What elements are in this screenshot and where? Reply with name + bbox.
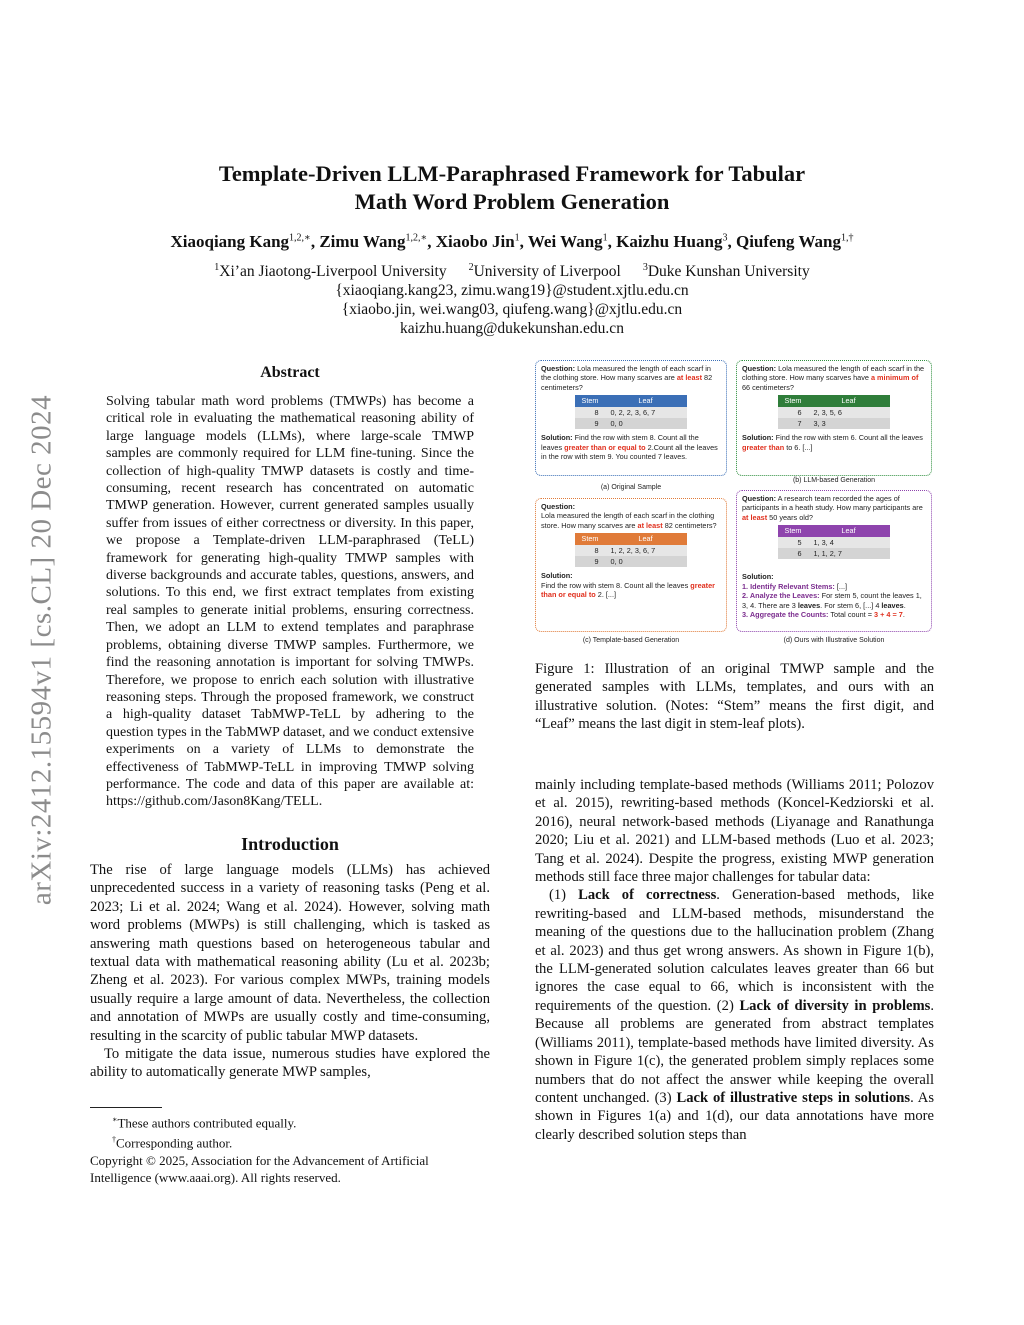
table-row: 6 2, 3, 5, 6 (778, 407, 889, 418)
panel-original-sample (535, 360, 727, 476)
stem-leaf-table (575, 395, 686, 429)
author: Kaizhu Huang$^3$, (616, 232, 736, 251)
body-paragraph: mainly including template-based methods (Williams 2011; Polozov et al. 2015), rewriting-based methods (Koncel-Kedziorski et al. 2016), neural network-based methods (Liyanage and Ranathunga 2020; Liu et al. 2021) and LLM-based methods (Luo et al. 2023; Tang et al. 2024). Despite the progress, existing MWP generation methods still face three major challenges for tabular data: (535, 777, 934, 886)
panel-solution: Solution: Find the row with stem 8. Count all the leaves greater than or equal to 2.Count all the leaves in the row with stem 9. You counted 7 leaves. (541, 433, 718, 462)
abstract-text: Solving tabular math word problems (TMWPs) has become a critical role in evaluating the mathematical reasoning ability of large language models (LLMs), where large-scale TMWP samples are commonly required for LLM fine-tuning. Since the collection of high-quality TMWP datasets is costly and time-consuming, recent research has concentrated on automatic TMWP generation. However, current generated samples usually suffer from issues of either correctness or diversity. In this paper, we propose a Template-driven LLM-paraphrased (TeLL) framework for generating high-quality TMWP samples with diverse backgrounds and accurate tables, questions, answers, and solutions. To this end, we first extract templates from existing real samples to generate initial problems, ensuring correctness. Then, we adopt an LLM to extend templates and paraphrase problems, obtaining diverse TMWP samples. Furthermore, we find the reasoning annotation is important for solving TMWPs. Therefore, we propose to enrich each solution with illustrative reasoning steps. Through the proposed framework, we construct a high-quality dataset TabMWP-TeLL by adhering to the question types in the TabMWP dataset, and we conduct extensive experiments on a variety of LLMs to demonstrate the effectiveness of TabMWP-TeLL in improving TMWP solving performance. The code and data of this paper are available at: https://github.com/Jason8Kang/TELL. (106, 394, 474, 810)
panel-question: Question: Lola measured the length of each scarf in the clothing store. How many scarves are at least 82 centimeters? (541, 502, 717, 530)
right-column-text (535, 776, 934, 1144)
table-row: 7 3, 3 (778, 418, 889, 429)
subcaption-b: (b) LLM-based Generation (792, 477, 876, 484)
abstract-heading: Abstract (260, 364, 320, 381)
copyright-notice: Copyright © 2025, Association for the Advancement of Artificial Intelligence (www.aaai.org). All rights reserved. (90, 1152, 429, 1185)
table-row: 9 0, 0 (575, 556, 686, 567)
email-line: {xiaoqiang.kang23, zimu.wang19}@student.xjtlu.edu.cn (335, 282, 689, 300)
affiliations (0, 258, 1024, 338)
panel-solution: Solution: 1. Identify Relevant Stems: [...] 2. Analyze the Leaves: For stem 5, count the leaves 1, 3, 4. There are 3 leaves. For stem 6, [...] 4 leaves. 3. Aggregate the Counts: Total count = 3 + 4 = 7. (742, 572, 922, 620)
arxiv-identifier: arXiv:2412.15594v1 [cs.CL] 20 Dec 2024 (25, 394, 58, 906)
subcaption-a: (a) Original Sample (600, 484, 662, 491)
panel-solution: Solution: Find the row with stem 8. Count all the leaves greater than or equal to 2. [...] (541, 571, 716, 600)
table-row: 8 0, 2, 2, 3, 6, 7 (575, 407, 686, 418)
introduction-heading: Introduction (241, 834, 339, 854)
stem-leaf-table (778, 525, 889, 559)
stem-header: Stem (575, 533, 604, 544)
stem-leaf-table (778, 395, 889, 429)
author-list (0, 232, 1024, 252)
author: Xiaobo Jin$^1$, (435, 232, 528, 251)
intro-paragraph: To mitigate the data issue, numerous studies have explored the ability to automatically generate MWP samples, (90, 1046, 490, 1081)
table-row: 8 1, 2, 2, 3, 6, 7 (575, 545, 686, 556)
affiliation-line: $^1$Xi’an Jiaotong-Liverpool University $^2$University of Liverpool $^3$Duke Kunshan University (214, 262, 810, 281)
stem-header: Stem (778, 395, 807, 406)
stem-header: Stem (575, 395, 604, 406)
figure-caption: Figure 1: Illustration of an original TMWP sample and the generated samples with LLMs, templates, and ours with an illustrative solution. (Notes: “Stem” means the first digit, and “Leaf” means the last digit in stem-leaf plots). (535, 661, 934, 733)
leaf-header: Leaf (808, 525, 890, 536)
author: Zimu Wang$^{1,2,∗}$, (319, 232, 436, 251)
table-row: 5 1, 3, 4 (778, 537, 889, 548)
subcaption-d: (d) Ours with Illustrative Solution (783, 637, 885, 644)
paper-title (0, 160, 1024, 216)
arxiv-sidebar-stamp (14, 350, 70, 950)
leaf-header: Leaf (605, 533, 687, 544)
title-line-1: Template-Driven LLM-Paraphrased Framework for Tabular (218, 161, 806, 186)
stem-header: Stem (778, 525, 807, 536)
panel-question: Question: A research team recorded the ages of participants in a heath study. How many participants are at least 50 years old? (742, 494, 923, 522)
leaf-header: Leaf (605, 395, 687, 406)
table-row: 9 0, 0 (575, 418, 686, 429)
footnotes (90, 1111, 490, 1186)
figure-1 (535, 358, 934, 650)
email-line: {xiaobo.jin, wei.wang03, qiufeng.wang}@xjtlu.edu.cn (341, 301, 683, 319)
leaf-header: Leaf (808, 395, 890, 406)
footnote: †Corresponding author. (112, 1135, 233, 1151)
panel-llm-generation (736, 360, 932, 476)
stem-leaf-table (575, 533, 686, 567)
panel-template-generation (535, 498, 727, 632)
author: Wei Wang$^1$, (527, 232, 617, 251)
body-paragraph: (1) Lack of correctness. Generation-based methods, like rewriting-based and LLM-based methods, misunderstand the meaning of the questions due to the hallucination problem (Zhang et al. 2023) and thus get wrong answers. As shown in Figure 1(b), the LLM-generated solution calculates leaves greater than 66 but ignores the case equal to 66, which is inconsistent with the requirements of the question. (2) Lack of diversity in problems. Because all problems are generated from abstract templates (Williams 2011), template-based methods have limited diversity. As shown in Figure 1(c), the generated problem simply replaces some numbers that do not affect the answer while keeping the overall content unchanged. (3) Lack of illustrative steps in solutions. As shown in Figures 1(a) and 1(d), our data annotations have more clearly described solution steps than (535, 887, 935, 1143)
panel-question: Question: Lola measured the length of each scarf in the clothing store. How many scarves are at least 82 centimeters? (541, 364, 713, 392)
panel-illustrative-solution (736, 490, 932, 632)
footnote: ∗These authors contributed equally. (112, 1115, 297, 1131)
subcaption-c: (c) Template-based Generation (582, 637, 680, 644)
email-line: kaizhu.huang@dukekunshan.edu.cn (400, 320, 624, 338)
author: Qiufeng Wang$^{1,\dagger}$ (735, 232, 854, 251)
footnote-rule (90, 1107, 162, 1108)
introduction-body (90, 861, 490, 1082)
panel-solution: Solution: Find the row with stem 6. Count all the leaves greater than to 6. [...] (742, 433, 923, 452)
title-line-2: Math Word Problem Generation (354, 189, 670, 214)
author: Xiaoqiang Kang$^{1,2,∗}$, (170, 232, 320, 251)
intro-paragraph: The rise of large language models (LLMs) has achieved unprecedented success in a variety of reasoning tasks (Peng et al. 2023; Li et al. 2024; Wang et al. 2024). However, solving math word problems (MWPs) is still challenging, which is tasked as answering math questions based on heterogeneous tabular and textual data with mathematical reasoning ability (Lu et al. 2023b; Zheng et al. 2023). For various complex MWPs, training models usually require a large amount of data. Nevertheless, the collection and annotation of MWPs are usually costly and time-consuming, resulting in the scarcity of public tabular MWP datasets. (90, 862, 490, 1044)
panel-question: Question: Lola measured the length of each scarf in the clothing store. How many scarves have a minimum of 66 centimeters? (742, 364, 925, 392)
table-row: 6 1, 1, 2, 7 (778, 548, 889, 559)
